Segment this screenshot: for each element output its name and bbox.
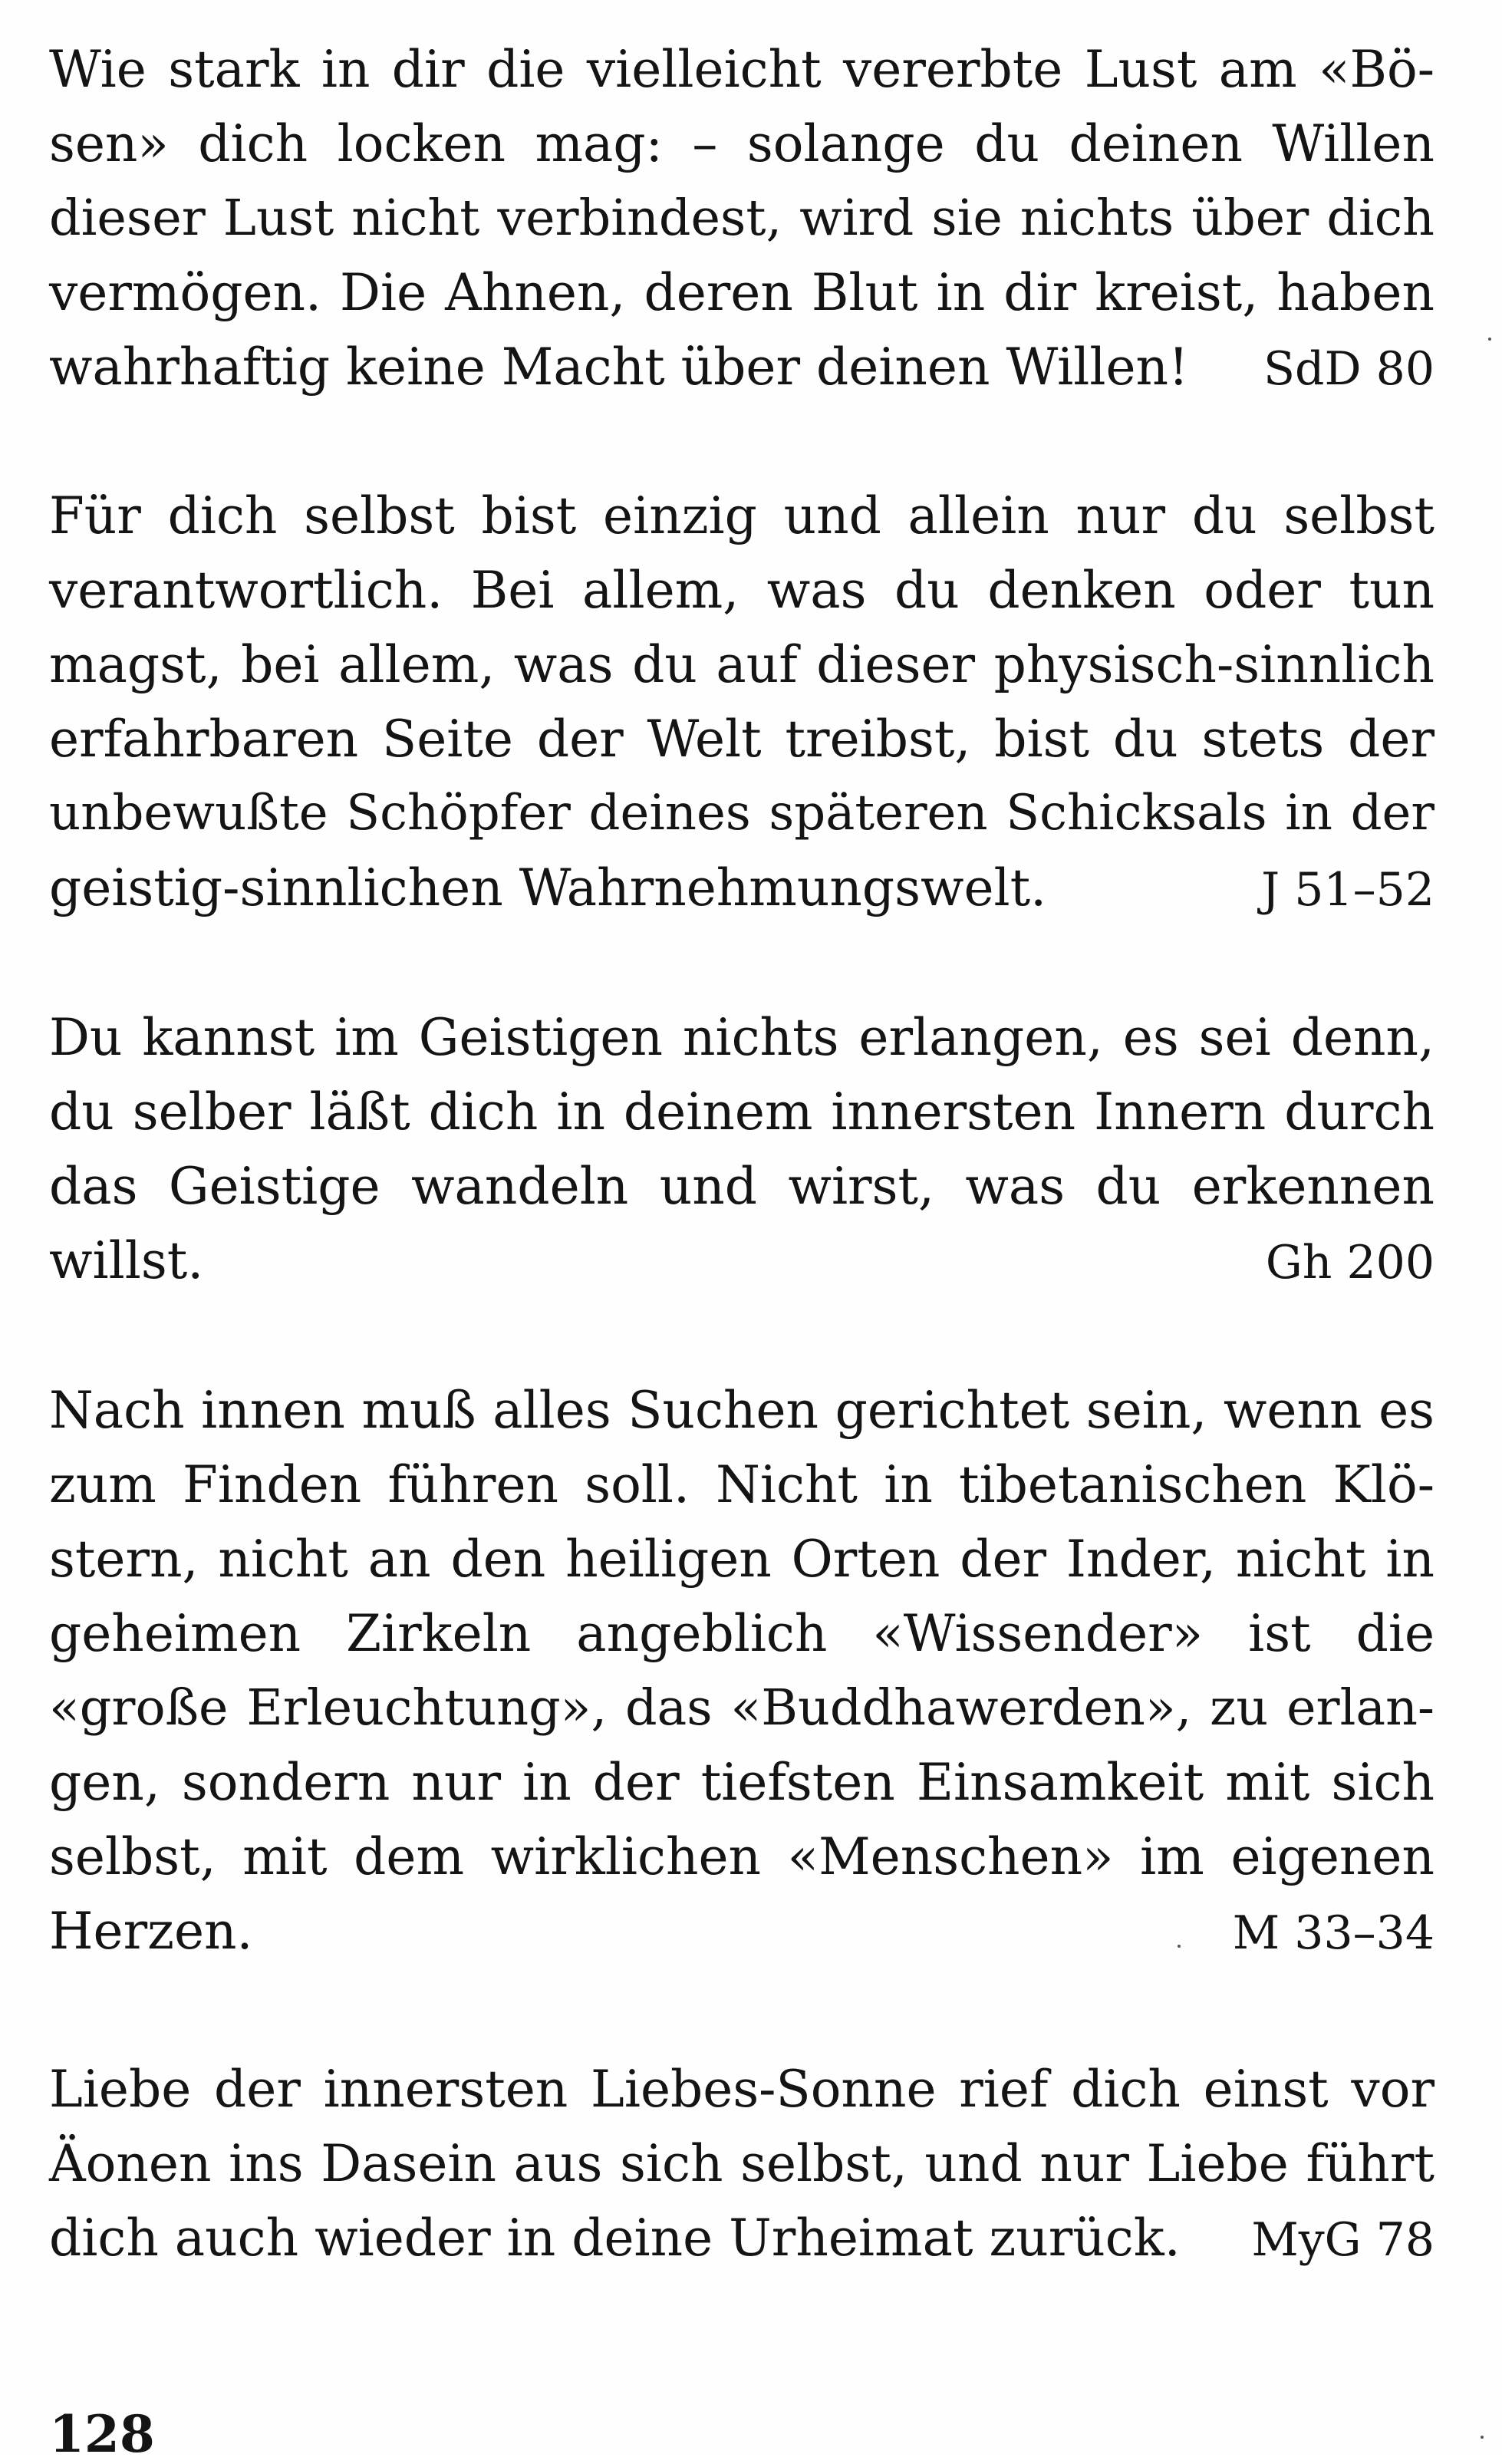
text-line: stern, nicht an den heiligen Orten der Inder, nicht in	[49, 1530, 1434, 1589]
text-line: das Geistige wandeln und wirst, was du erkennen	[49, 1157, 1434, 1216]
scan-speck	[1178, 1945, 1181, 1948]
paragraph-4	[49, 1373, 1434, 1968]
paragraph-2	[49, 479, 1434, 925]
text-line-with-reference	[49, 1894, 1434, 1968]
text-line: Wie stark in dir die vielleicht vererbte Lust am «Bö-	[49, 40, 1434, 99]
text-line: Äonen ins Dasein aus sich selbst, und nur Liebe führt	[49, 2134, 1434, 2193]
source-reference: J 51–52	[1261, 863, 1434, 917]
text-line: Nach innen muß alles Suchen gerichtet sein, wenn es	[49, 1381, 1434, 1440]
text-line: vermögen. Die Ahnen, deren Blut in dir kreist, haben	[49, 263, 1434, 322]
text-line: gen, sondern nur in der tiefsten Einsamkeit mit sich	[49, 1753, 1434, 1812]
paragraph-1	[49, 32, 1434, 404]
text-line: unbewußte Schöpfer deines späteren Schicksals in der	[49, 785, 1434, 842]
text-line: verantwortlich. Bei allem, was du denken oder tun	[49, 561, 1434, 620]
text-line: «große Erleuchtung», das «Buddhawerden», zu erlan-	[49, 1679, 1434, 1737]
paragraph-3	[49, 1000, 1434, 1298]
text-line: sen» dich locken mag: – solange du deinen Willen	[49, 114, 1434, 173]
text-line: Du kannst im Geistigen nichts erlangen, es sei denn,	[49, 1008, 1434, 1067]
text-line: willst.	[49, 1231, 204, 1290]
source-reference: M 33–34	[1232, 1906, 1434, 1960]
text-line-with-reference	[49, 2201, 1434, 2275]
text-line: magst, bei allem, was du auf dieser physisch-sinnlich	[49, 635, 1434, 694]
text-line-with-reference	[49, 1224, 1434, 1298]
paragraph-5	[49, 2052, 1434, 2275]
text-line: geistig-sinnlichen Wahrnehmungswelt.	[49, 858, 1047, 917]
source-reference: SdD 80	[1263, 342, 1434, 396]
page-number: 128	[49, 2404, 155, 2464]
text-line: geheimen Zirkeln angeblich «Wissender» ist die	[49, 1604, 1434, 1663]
text-line: selbst, mit dem wirklichen «Menschen» im eigenen	[49, 1827, 1434, 1886]
scan-speck	[1488, 338, 1491, 341]
text-line: dich auch wieder in deine Urheimat zurück.	[49, 2209, 1181, 2268]
text-line: zum Finden führen soll. Nicht in tibetanischen Klö-	[49, 1455, 1434, 1514]
text-line-with-reference	[49, 330, 1434, 404]
text-line: Liebe der innersten Liebes-Sonne rief dich einst vor	[49, 2060, 1434, 2119]
text-line: wahrhaftig keine Macht über deinen Willen!	[49, 338, 1189, 397]
text-line: dieser Lust nicht verbindest, wird sie nichts über dich	[49, 189, 1434, 247]
source-reference: MyG 78	[1251, 2213, 1434, 2267]
text-line: erfahrbaren Seite der Welt treibst, bist du stets der	[49, 710, 1434, 769]
text-line: du selber läßt dich in deinem innersten Innern durch	[49, 1082, 1434, 1141]
text-line: Herzen.	[49, 1902, 253, 1961]
source-reference: Gh 200	[1265, 1236, 1434, 1290]
text-line: Für dich selbst bist einzig und allein nur du selbst	[49, 486, 1434, 545]
text-line-with-reference	[49, 851, 1434, 925]
scan-speck	[1481, 2436, 1484, 2439]
